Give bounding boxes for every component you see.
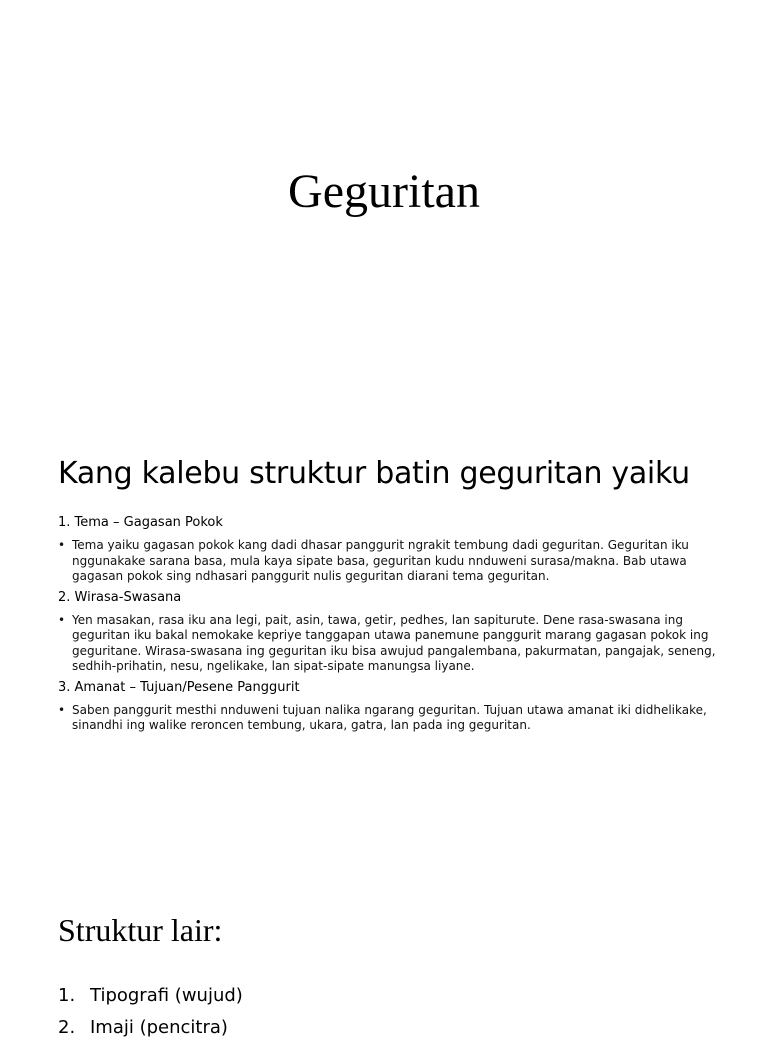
list-item-number: 2. <box>58 1017 76 1038</box>
bullet-icon: • <box>58 538 66 552</box>
point-body-text: Tema yaiku gagasan pokok kang dadi dhasar panggurit ngrakit tembung dadi geguritan. Geguritan iku nggunakake sarana basa, mula kaya sipate basa, geguritan kudu nnduweni surasa/makna. Bab utawa gagasan pokok sing ndhasari panggurit nulis geguritan diarani tema geguritan. <box>72 538 689 583</box>
lair-section-heading: Struktur lair: <box>58 912 223 948</box>
bullet-icon: • <box>58 612 66 627</box>
list-item <box>58 1012 243 1044</box>
point-heading: 2. Wirasa-Swasana <box>58 589 182 605</box>
point-item <box>58 679 718 734</box>
point-body <box>58 703 718 734</box>
point-body-text: Saben panggurit mesthi nnduweni tujuan nalika ngarang geguritan. Tujuan utawa amanat iki didhelikake, sinandhi ing walike reroncen tembung, ukara, gatra, lan pada ing geguritan. <box>72 702 707 732</box>
point-body-text: Yen masakan, rasa iku ana legi, pait, asin, tawa, getir, pedhes, lan sapiturute. Dene rasa-swasana ing geguritan iku bakal nemokake kepriye tanggapan utawa panemune panggurit marang gagasan pokok ing geguritane. Wirasa-swasana ing geguritan iku bisa awujud pangalembana, pakurmatan, pangajak, seneng, sedhih-prihatin, nesu, ngelikake, lan sipat-sipate manungsa liyane. <box>72 612 716 673</box>
list-item-label: Tipografi (wujud) <box>90 985 243 1006</box>
point-heading: 3. Amanat – Tujuan/Pesene Panggurit <box>58 679 300 695</box>
point-heading: 1. Tema – Gagasan Pokok <box>58 515 223 530</box>
page-title: Geguritan <box>288 165 480 218</box>
lair-list <box>58 980 243 1044</box>
list-item-number: 1. <box>58 985 76 1006</box>
point-body <box>58 538 718 585</box>
point-item <box>58 514 718 585</box>
list-item-label: Imaji (pencitra) <box>90 1017 228 1038</box>
list-item <box>58 980 243 1012</box>
point-body <box>58 613 718 675</box>
point-item <box>58 589 718 675</box>
batin-section-heading: Kang kalebu struktur batin geguritan yaiku <box>58 456 690 491</box>
batin-points-list <box>58 510 718 738</box>
bullet-icon: • <box>58 702 66 717</box>
